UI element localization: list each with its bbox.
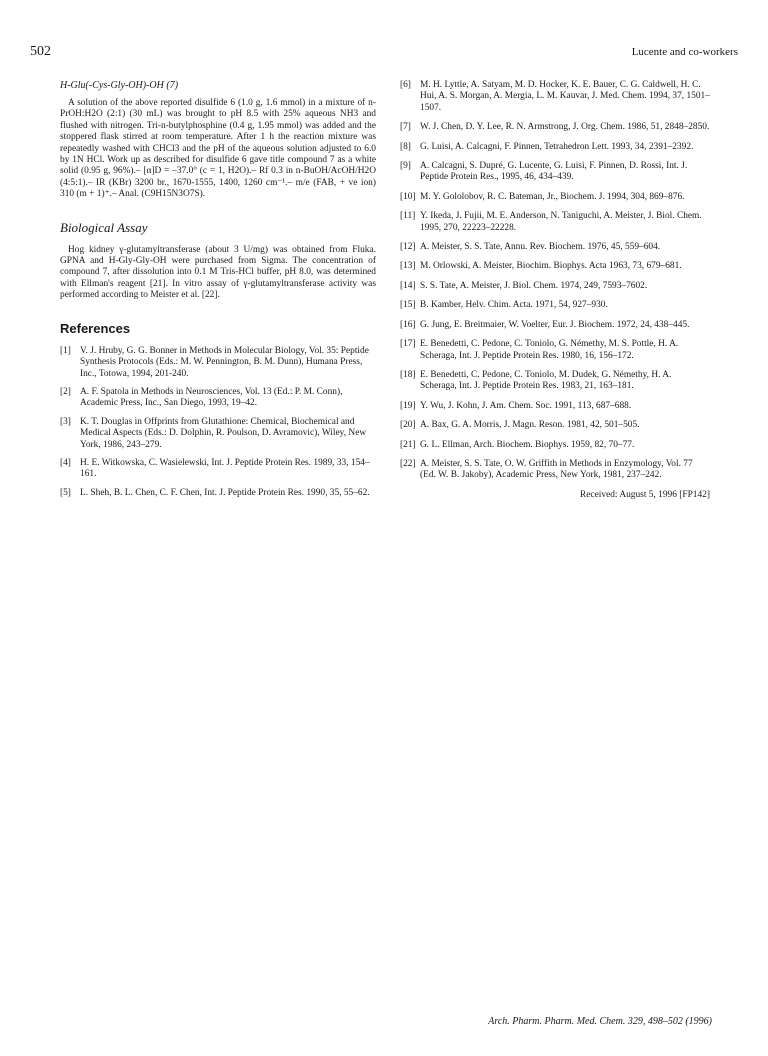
reference-number: [8] [400, 141, 411, 152]
page-number: 502 [30, 44, 51, 59]
reference-number: [7] [400, 122, 411, 133]
reference-text: K. T. Douglas in Offprints from Glutathione: Chemical, Biochemical and Medical Aspects (Eds.: D. Dolphin, R. Poulson, D. Avramovic), Wiley, New York, 1986, 243–279. [80, 416, 367, 450]
reference-item [400, 459, 710, 482]
reference-number: [14] [400, 280, 416, 291]
reference-text: G. Jung, E. Breitmaier, W. Voelter, Eur. J. Biochem. 1972, 24, 438–445. [420, 319, 690, 330]
reference-number: [2] [60, 386, 71, 397]
reference-item [400, 370, 710, 393]
reference-item [60, 458, 376, 481]
reference-text: S. S. Tate, A. Meister, J. Biol. Chem. 1974, 249, 7593–7602. [420, 280, 648, 291]
reference-number: [9] [400, 161, 411, 172]
reference-number: [5] [60, 487, 71, 498]
reference-text: E. Benedetti, C. Pedone, C. Toniolo, G. Némethy, M. S. Pottle, H. A. Scheraga, Int. J. Peptide Protein Res. 1980, 16, 156–172. [420, 339, 679, 361]
reference-item [60, 488, 376, 499]
reference-item [400, 242, 710, 253]
reference-text: G. L. Ellman, Arch. Biochem. Biophys. 1959, 82, 70–77. [420, 439, 635, 450]
reference-number: [11] [400, 211, 416, 222]
reference-number: [6] [400, 80, 411, 90]
reference-item [60, 417, 376, 451]
journal-footer: Arch. Pharm. Pharm. Med. Chem. 329, 498–502 (1996) [488, 1016, 712, 1027]
reference-number: [21] [400, 439, 416, 450]
reference-text: A. F. Spatola in Methods in Neurosciences, Vol. 13 (Ed.: P. M. Conn), Academic Press, Inc., San Diego, 1993, 19–42. [80, 386, 343, 409]
reference-text: L. Sheh, B. L. Chen, C. F. Chen, Int. J. Peptide Protein Res. 1990, 35, 55–62. [80, 487, 370, 498]
reference-item [400, 401, 710, 412]
reference-text: E. Benedetti, C. Pedone, C. Toniolo, M. Dudek, G. Némethy, H. A. Scheraga, Int. J. Peptide Protein Res. 1983, 21, 163–181. [420, 369, 672, 392]
reference-item [400, 261, 710, 272]
biological-assay-heading: Biological Assay [60, 219, 148, 235]
reference-text: M. H. Lyttle, A. Satyam, M. D. Hocker, K. E. Bauer, C. G. Caldwell, H. C. Hui, A. S. Morgan, A. Mergia, L. M. Kauvar, J. Med. Chem. 1994, 37, 1501–1507. [420, 80, 710, 113]
references-heading: References [60, 320, 131, 336]
reference-text: A. Meister, S. S. Tate, O. W. Griffith in Methods in Enzymology, Vol. 77 (Ed. W. B. Jakoby), Academic Press, New York, 1981, 237–242. [420, 458, 693, 481]
reference-text: H. E. Witkowska, C. Wasielewski, Int. J. Peptide Protein Res. 1989, 33, 154–161. [80, 457, 370, 480]
reference-text: M. Orlowski, A. Meister, Biochim. Biophys. Acta 1963, 73, 679–681. [420, 261, 682, 272]
reference-number: [12] [400, 242, 416, 253]
reference-item [400, 192, 710, 203]
reference-number: [10] [400, 191, 416, 202]
received-line: Received: August 5, 1996 [FP142] [580, 489, 710, 500]
reference-item [400, 420, 710, 431]
reference-number: [4] [60, 457, 71, 468]
reference-item [400, 440, 710, 451]
reference-item [400, 161, 710, 184]
reference-text: A. Bax, G. A. Morris, J. Magn. Reson. 1981, 42, 501–505. [420, 420, 640, 431]
reference-text: V. J. Hruby, G. G. Bonner in Methods in Molecular Biology, Vol. 35: Peptide Synthesis Protocols (Eds.: M. W. Pennington, B. M. Dunn), Humana Press, Inc., Totowa, 1994, 201-240. [80, 345, 369, 379]
reference-number: [18] [400, 369, 416, 380]
right-column [400, 80, 710, 500]
reference-number: [15] [400, 300, 416, 311]
reference-item [60, 387, 376, 410]
reference-item [400, 320, 710, 331]
reference-text: Y. Ikeda, J. Fujii, M. E. Anderson, N. Taniguchi, A. Meister, J. Biol. Chem. 1995, 270, 22223–22228. [420, 211, 702, 233]
compound-heading: H-Glu(-Cys-Gly-OH)-OH (7) [60, 80, 179, 91]
reference-item [400, 142, 710, 153]
reference-number: [1] [60, 345, 71, 356]
reference-number: [16] [400, 319, 416, 330]
reference-text: B. Kamber, Helv. Chim. Acta. 1971, 54, 927–930. [420, 300, 608, 311]
compound-paragraph: A solution of the above reported disulfide 6 (1.0 g, 1.6 mmol) in a mixture of n-PrOH:H2O (2:1) (30 mL) was brought to pH 8.5 with 25% aqueous NH3 and flushed with nitrogen. Tri-n-butylphosphine (0.4 g, 1.95 mmol) was added and the stoppered flask stirred at room temperature. After 1 h the reaction mixture was repeatedly washed with CHCl3 and the pH of the aqueous solution adjusted to 6.0 by 1N HCl. Work up as described for disulfide 6 gave title compound 7 as a white solid (0.95 g, 96%).– [α]D = –37.0° (c = 1, H2O).– Rf 0.3 in n-BuOH/AcOH/H2O (4:5:1).– IR (KBr) 3200 br., 1670-1555, 1400, 1260 cm⁻¹.– m/e (FAB, + ve ion) 310 (m + 1)⁺.– Anal. (C9H15N3O7S). [60, 98, 376, 200]
reference-item [400, 211, 710, 234]
left-column [60, 80, 376, 506]
reference-item [60, 346, 376, 380]
reference-number: [22] [400, 458, 416, 469]
reference-text: A. Meister, S. S. Tate, Annu. Rev. Biochem. 1976, 45, 559–604. [420, 242, 661, 253]
reference-number: [17] [400, 339, 416, 350]
reference-text: W. J. Chen, D. Y. Lee, R. N. Armstrong, J. Org. Chem. 1986, 51, 2848–2850. [420, 122, 710, 133]
reference-item [400, 80, 710, 114]
reference-item [400, 281, 710, 292]
running-head: Lucente and co-workers [631, 46, 738, 58]
reference-text: G. Luisi, A. Calcagni, F. Pinnen, Tetrahedron Lett. 1993, 34, 2391–2392. [420, 141, 694, 152]
reference-item [400, 300, 710, 311]
reference-number: [3] [60, 416, 71, 427]
reference-number: [20] [400, 420, 416, 431]
reference-item [400, 339, 710, 362]
reference-item [400, 122, 710, 133]
reference-number: [19] [400, 400, 416, 411]
reference-text: A. Calcagni, S. Dupré, G. Lucente, G. Luisi, F. Pinnen, D. Rossi, Int. J. Peptide Protein Res., 1995, 46, 434–439. [420, 161, 688, 183]
biological-assay-paragraph: Hog kidney γ-glutamyltransferase (about 3 U/mg) was obtained from Fluka. GPNA and H-Gly-Gly-OH were purchased from Sigma. The concentration of compound 7, after dissolution into 0.1 M Tris-HCl buffer, pH 8.0, was determined with Ellman's reagent [21]. In vitro assay of γ-glutamyltransferase activity was performed according to Meister et al. [22]. [60, 244, 376, 301]
reference-number: [13] [400, 261, 416, 272]
reference-text: Y. Wu, J. Kohn, J. Am. Chem. Soc. 1991, 113, 687–688. [420, 400, 632, 411]
reference-text: M. Y. Gololobov, R. C. Bateman, Jr., Biochem. J. 1994, 304, 869–876. [420, 191, 685, 202]
